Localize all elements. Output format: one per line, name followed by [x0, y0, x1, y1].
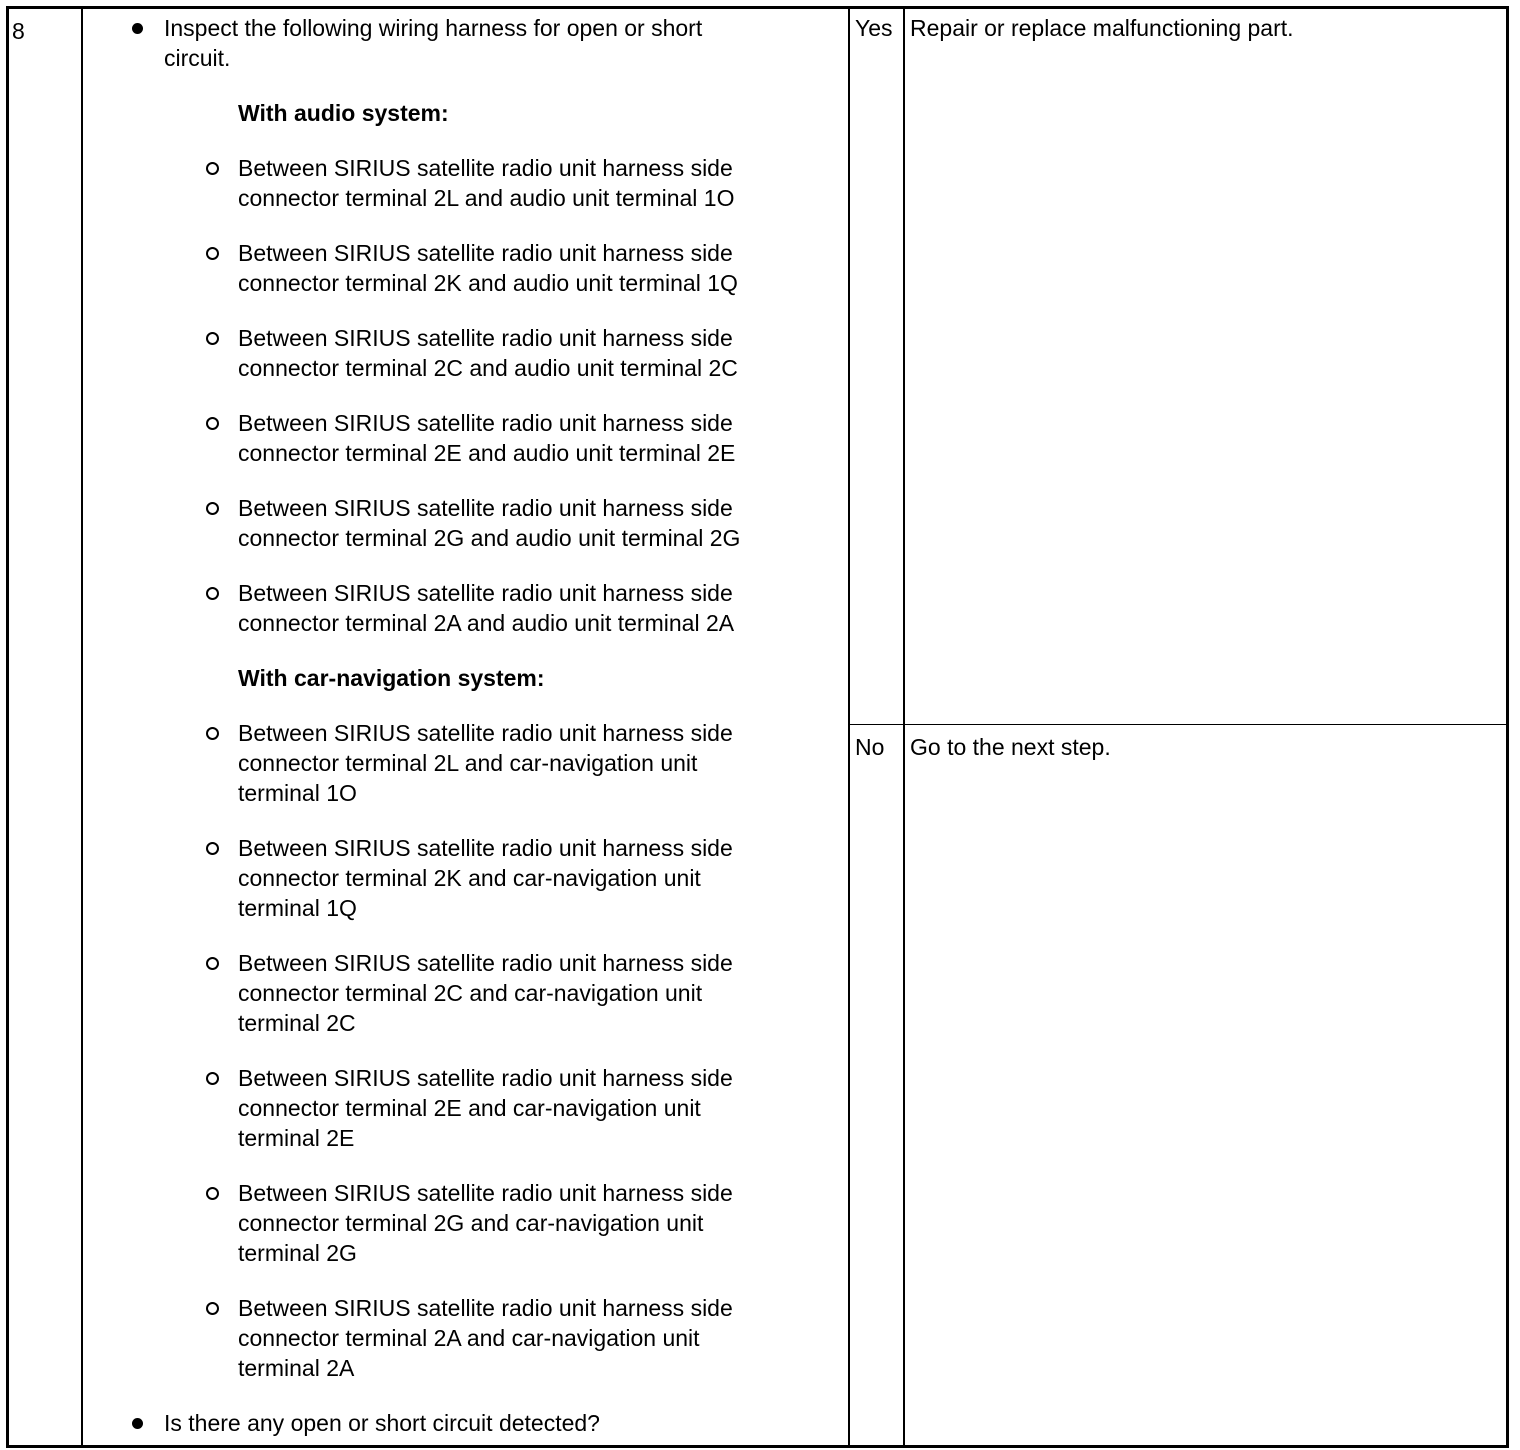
list-item-line: Between SIRIUS satellite radio unit harness side [238, 835, 733, 861]
circle-bullet-icon [206, 417, 219, 430]
list-item [238, 1178, 733, 1268]
yes-label: Yes [855, 15, 893, 41]
list-item [238, 833, 733, 923]
no-label: No [855, 734, 885, 760]
list-item-line: connector terminal 2E and car-navigation unit [238, 1095, 701, 1121]
circle-bullet-icon [206, 162, 219, 175]
list-item-line: Between SIRIUS satellite radio unit harness side [238, 155, 733, 181]
audio-system-heading: With audio system: [238, 100, 449, 126]
bullet-icon [132, 1418, 143, 1429]
list-item-line: Between SIRIUS satellite radio unit harness side [238, 240, 733, 266]
yes-action: Repair or replace malfunctioning part. [910, 15, 1294, 41]
list-item-line: Between SIRIUS satellite radio unit harness side [238, 325, 733, 351]
list-item-line: connector terminal 2C and audio unit terminal 2C [238, 355, 738, 381]
list-item-line: connector terminal 2A and audio unit terminal 2A [238, 610, 735, 636]
procedure-table [6, 6, 1509, 1448]
circle-bullet-icon [206, 957, 219, 970]
step-number: 8 [12, 18, 25, 44]
list-item-line: connector terminal 2L and audio unit terminal 1O [238, 185, 735, 211]
list-item-line: connector terminal 2E and audio unit terminal 2E [238, 440, 736, 466]
list-item-line: terminal 2E [238, 1125, 355, 1151]
list-item-line: connector terminal 2L and car-navigation unit [238, 750, 698, 776]
nav-system-heading: With car-navigation system: [238, 665, 545, 691]
list-item-line: terminal 2C [238, 1010, 356, 1036]
list-item [238, 323, 738, 383]
list-item-line: Between SIRIUS satellite radio unit harness side [238, 950, 733, 976]
list-item [238, 153, 735, 213]
list-item-line: terminal 1O [238, 780, 357, 806]
list-item-line: connector terminal 2C and car-navigation unit [238, 980, 703, 1006]
list-item [238, 948, 733, 1038]
circle-bullet-icon [206, 1302, 219, 1315]
list-item [238, 1293, 733, 1383]
list-item-line: connector terminal 2G and car-navigation unit [238, 1210, 704, 1236]
list-item [238, 718, 733, 808]
circle-bullet-icon [206, 502, 219, 515]
bullet-icon [132, 23, 143, 34]
circle-bullet-icon [206, 1072, 219, 1085]
circle-bullet-icon [206, 247, 219, 260]
list-item-line: terminal 2A [238, 1355, 355, 1381]
list-item [238, 578, 734, 638]
list-item-line: connector terminal 2K and audio unit terminal 1Q [238, 270, 738, 296]
list-item-line: Between SIRIUS satellite radio unit harness side [238, 580, 733, 606]
no-action: Go to the next step. [910, 734, 1111, 760]
list-item-line: Between SIRIUS satellite radio unit harness side [238, 1180, 733, 1206]
inspection-intro: circuit. [164, 45, 231, 71]
row-divider [849, 724, 1506, 725]
circle-bullet-icon [206, 332, 219, 345]
column-divider [81, 6, 83, 1445]
inspection-question: Is there any open or short circuit detected? [164, 1410, 600, 1436]
list-item-line: connector terminal 2K and car-navigation unit [238, 865, 701, 891]
list-item-line: connector terminal 2G and audio unit terminal 2G [238, 525, 741, 551]
list-item-line: terminal 2G [238, 1240, 357, 1266]
list-item [238, 1063, 733, 1153]
list-item-line: Between SIRIUS satellite radio unit harness side [238, 1295, 733, 1321]
list-item-line: terminal 1Q [238, 895, 357, 921]
circle-bullet-icon [206, 1187, 219, 1200]
list-item [238, 493, 740, 553]
column-divider [848, 6, 850, 1445]
list-item-line: Between SIRIUS satellite radio unit harness side [238, 720, 733, 746]
circle-bullet-icon [206, 727, 219, 740]
list-item [238, 408, 735, 468]
list-item-line: Between SIRIUS satellite radio unit harness side [238, 495, 733, 521]
list-item [238, 238, 738, 298]
list-item-line: Between SIRIUS satellite radio unit harness side [238, 410, 733, 436]
inspection-intro: Inspect the following wiring harness for open or short [164, 15, 703, 41]
list-item-line: Between SIRIUS satellite radio unit harness side [238, 1065, 733, 1091]
circle-bullet-icon [206, 842, 219, 855]
circle-bullet-icon [206, 587, 219, 600]
column-divider [903, 6, 905, 1445]
list-item-line: connector terminal 2A and car-navigation unit [238, 1325, 700, 1351]
